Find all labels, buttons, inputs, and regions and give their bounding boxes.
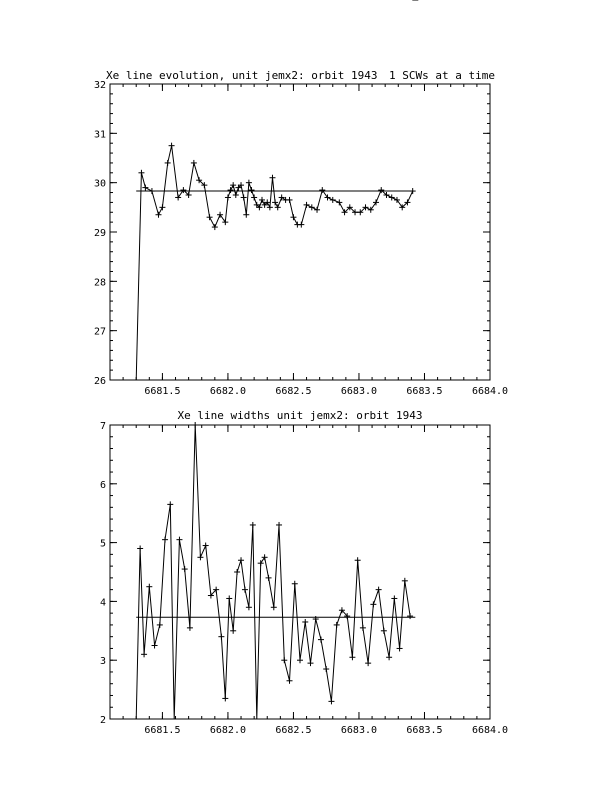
data-point-marker: [272, 199, 278, 205]
data-point-marker: [233, 192, 239, 198]
data-point-marker: [230, 182, 236, 188]
data-point-marker: [222, 695, 228, 701]
data-point-marker: [266, 575, 272, 581]
data-point-marker: [228, 187, 234, 193]
data-point-marker: [251, 194, 257, 200]
data-point-marker: [287, 197, 293, 203]
x-tick-label: 6684.0: [471, 386, 509, 397]
top-chart-title: Xe line evolution, unit jemx2: orbit 1943: [106, 69, 378, 82]
data-point-marker: [262, 554, 268, 560]
data-point-marker: [242, 587, 248, 593]
data-point-marker: [141, 651, 147, 657]
data-point-marker: [307, 660, 313, 666]
y-tick-label: 4: [99, 597, 106, 609]
data-point-marker: [334, 622, 340, 628]
top-series-markers: [138, 143, 415, 230]
data-point-marker: [238, 557, 244, 563]
data-point-marker: [298, 222, 304, 228]
top-axis-ticks: [94, 80, 508, 397]
data-point-marker: [250, 522, 256, 528]
data-point-marker: [230, 628, 236, 634]
data-point-marker: [407, 613, 413, 619]
data-point-marker: [302, 619, 308, 625]
data-point-marker: [152, 643, 158, 649]
data-point-marker: [176, 537, 182, 543]
data-point-marker: [271, 604, 277, 610]
x-tick-label: 6682.0: [209, 386, 246, 397]
y-tick-label: 31: [93, 129, 106, 141]
top-panel-xe-line-evolution: [94, 69, 508, 397]
data-point-marker: [249, 187, 255, 193]
data-point-marker: [397, 645, 403, 651]
data-point-marker: [330, 197, 336, 203]
data-point-marker: [287, 678, 293, 684]
x-tick-label: 6683.5: [406, 386, 443, 397]
data-point-marker: [349, 654, 355, 660]
data-point-marker: [267, 204, 273, 210]
x-tick-label: 6682.5: [275, 386, 312, 397]
data-point-marker: [159, 204, 165, 210]
data-point-marker: [218, 634, 224, 640]
data-point-marker: [402, 578, 408, 584]
data-point-marker: [309, 204, 315, 210]
bottom-plot-frame: [110, 425, 490, 719]
data-point-marker: [222, 219, 228, 225]
data-point-marker: [146, 584, 152, 590]
data-point-marker: [225, 194, 231, 200]
data-point-marker: [226, 595, 232, 601]
data-point-marker: [360, 625, 366, 631]
x-tick-label: 6681.5: [144, 386, 181, 397]
data-point-marker: [365, 660, 371, 666]
bottom-series-line: [136, 425, 410, 719]
x-tick-label: 6682.0: [209, 725, 246, 736]
y-tick-label: 30: [93, 178, 106, 190]
bottom-panel-xe-line-widths: [100, 0, 508, 736]
data-point-marker: [386, 654, 392, 660]
data-point-marker: [292, 581, 298, 587]
data-point-marker: [319, 187, 325, 193]
data-point-marker: [281, 657, 287, 663]
top-series-line: [136, 146, 413, 380]
data-point-marker: [259, 197, 265, 203]
data-point-marker: [157, 622, 163, 628]
data-point-marker: [376, 587, 382, 593]
data-point-marker: [290, 214, 296, 220]
bottom-axis-ticks: [100, 421, 508, 736]
data-point-marker: [234, 569, 240, 575]
y-tick-label: 7: [99, 421, 106, 432]
data-point-marker: [138, 170, 144, 176]
x-tick-label: 6683.0: [340, 725, 378, 736]
data-point-marker: [314, 207, 320, 213]
top-plot-frame: [110, 84, 490, 380]
data-point-marker: [182, 566, 188, 572]
y-tick-label: 2: [99, 715, 106, 726]
data-point-marker: [167, 501, 173, 507]
y-tick-label: 29: [93, 228, 106, 239]
data-point-marker: [192, 422, 198, 428]
x-tick-label: 6683.0: [340, 386, 378, 397]
data-point-marker: [336, 199, 342, 205]
data-point-marker: [162, 537, 168, 543]
y-tick-label: 28: [93, 277, 106, 289]
y-tick-label: 32: [93, 80, 106, 91]
x-tick-label: 6681.5: [144, 725, 181, 736]
data-point-marker: [142, 185, 148, 191]
data-point-marker: [391, 595, 397, 601]
data-point-marker: [246, 604, 252, 610]
data-point-marker: [297, 657, 303, 663]
x-tick-label: 6682.5: [275, 725, 312, 736]
data-point-marker: [137, 545, 143, 551]
data-point-marker: [203, 543, 209, 549]
data-point-marker: [304, 202, 310, 208]
data-point-marker: [155, 212, 161, 218]
data-point-marker: [381, 628, 387, 634]
x-tick-label: 6684.0: [471, 725, 509, 736]
data-point-marker: [241, 194, 247, 200]
x-tick-label: 6683.5: [406, 725, 443, 736]
data-point-marker: [169, 143, 175, 149]
y-tick-label: 3: [99, 656, 106, 668]
y-tick-label: 6: [99, 479, 106, 491]
bottom-series-markers: [137, 0, 418, 704]
data-point-marker: [410, 188, 416, 194]
data-point-marker: [370, 601, 376, 607]
data-point-marker: [275, 204, 281, 210]
data-point-marker: [328, 698, 334, 704]
y-tick-label: 26: [93, 376, 106, 387]
data-point-marker: [389, 194, 395, 200]
data-point-marker: [165, 160, 171, 166]
data-point-marker: [243, 212, 249, 218]
data-point-marker: [373, 199, 379, 205]
data-point-marker: [258, 560, 264, 566]
data-point-marker: [191, 160, 197, 166]
data-point-marker: [355, 557, 361, 563]
top-chart-title-right: 1 SCWs at a time: [389, 69, 495, 82]
data-point-marker: [149, 188, 155, 194]
data-point-marker: [323, 666, 329, 672]
bottom-chart-title: Xe line widths unit jemx2: orbit 1943: [177, 409, 423, 422]
y-tick-label: 5: [99, 538, 106, 550]
data-point-marker: [187, 625, 193, 631]
data-point-marker: [212, 224, 218, 230]
data-point-marker: [246, 180, 252, 186]
data-point-marker: [276, 522, 282, 528]
y-tick-label: 27: [93, 326, 106, 338]
data-point-marker: [207, 214, 213, 220]
data-point-marker: [269, 175, 275, 181]
data-point-marker: [197, 554, 203, 560]
data-point-marker: [318, 637, 324, 643]
